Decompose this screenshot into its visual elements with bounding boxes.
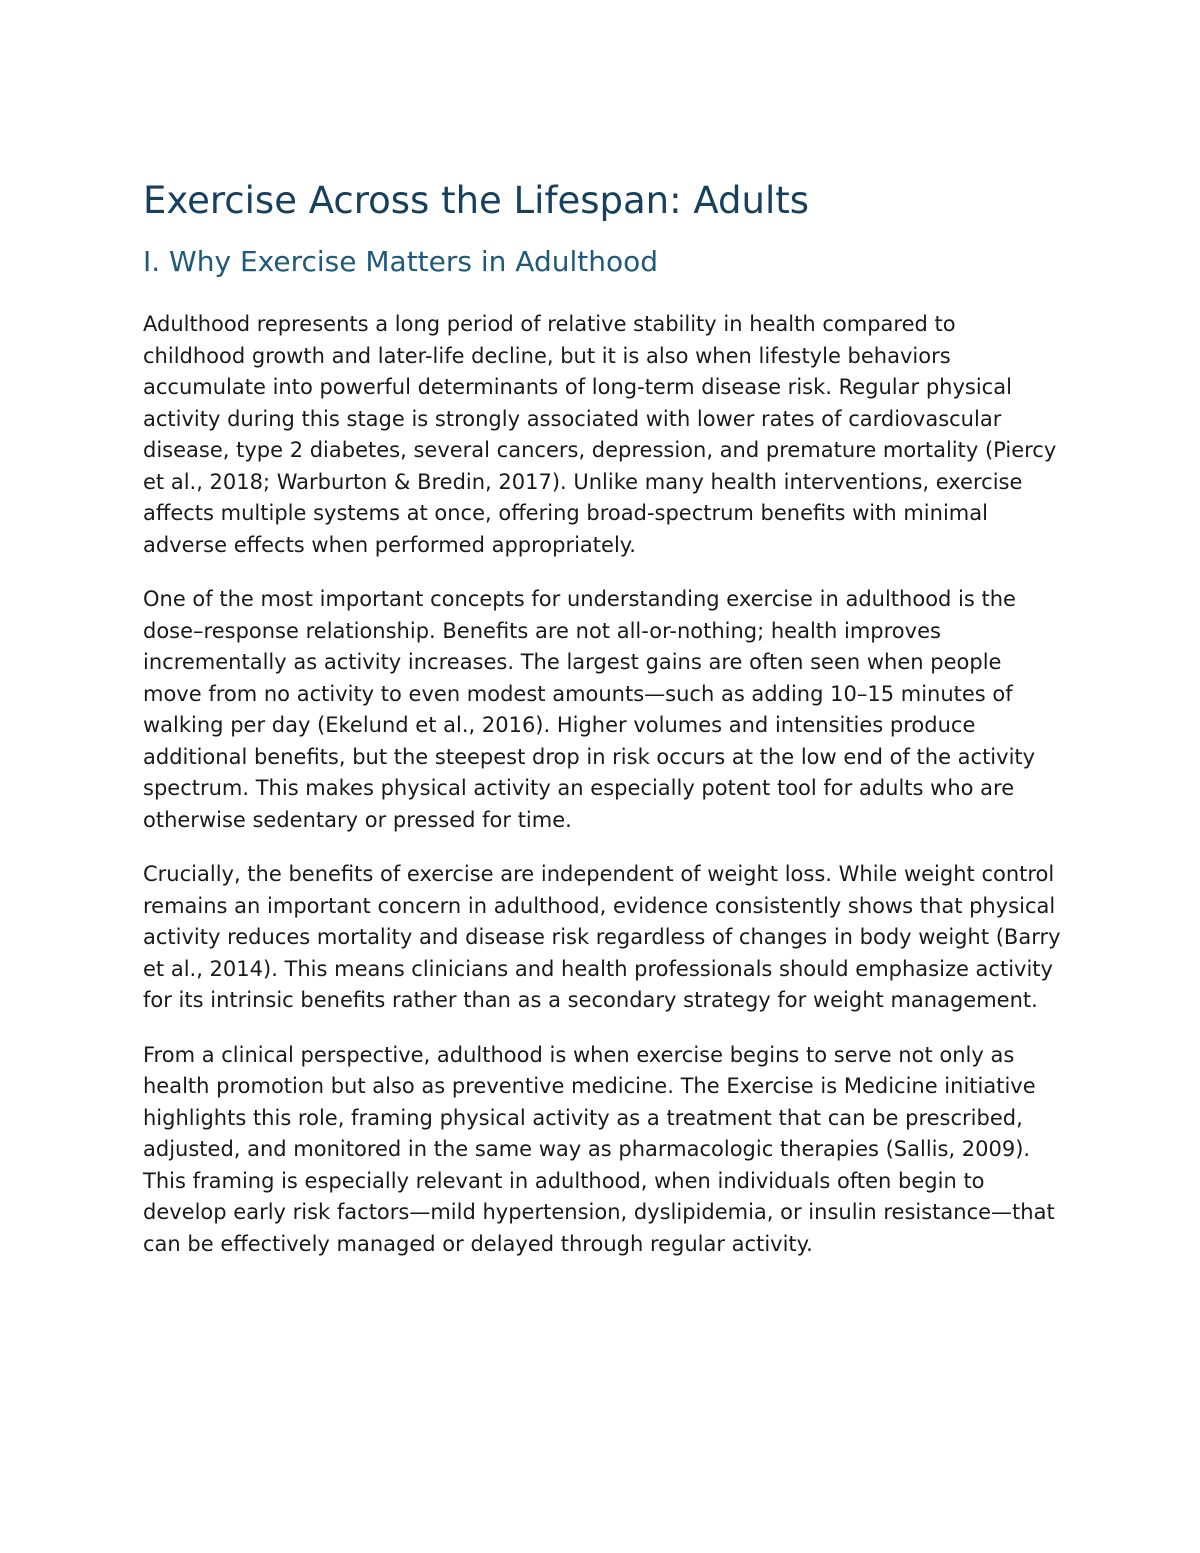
paragraph-3: Crucially, the benefits of exercise are independent of weight loss. While weight control remains an important concern in adulthood, evidence consistently shows that physical activity reduces mortality and disease risk regardless of changes in body weight (Barry et al., 2014). This means clinicians and health professionals should emphasize activity for its intrinsic benefits rather than as a secondary strategy for weight management.	[143, 862, 1061, 1012]
document-body	[143, 176, 1063, 1260]
paragraph-4: From a clinical perspective, adulthood is when exercise begins to serve not only as health promotion but also as preventive medicine. The Exercise is Medicine initiative highlights this role, framing physical activity as a treatment that can be prescribed, adjusted, and monitored in the same way as pharmacologic therapies (Sallis, 2009). This framing is especially relevant in adulthood, when individuals often begin to develop early risk factors—mild hypertension, dyslipidemia, or insulin resistance—that can be effectively managed or delayed through regular activity.	[143, 1042, 1055, 1256]
section-heading: I. Why Exercise Matters in Adulthood	[143, 245, 659, 278]
paragraph-1: Adulthood represents a long period of relative stability in health compared to childhood growth and later-life decline, but it is also when lifestyle behaviors accumulate into powerful determinants of long-term disease risk. Regular physical activity during this stage is strongly associated with lower rates of cardiovascular disease, type 2 diabetes, several cancers, depression, and premature mortality (Piercy et al., 2018; Warburton & Bredin, 2017). Unlike many health interventions, exercise affects multiple systems at once, offering broad-spectrum benefits with minimal adverse effects when performed appropriately.	[143, 312, 1057, 557]
paragraph-2: One of the most important concepts for understanding exercise in adulthood is the dose–response relationship. Benefits are not all-or-nothing; health improves incrementally as activity increases. The largest gains are often seen when people move from no activity to even modest amounts—such as adding 10–15 minutes of walking per day (Ekelund et al., 2016). Higher volumes and intensities produce additional benefits, but the steepest drop in risk occurs at the low end of the activity spectrum. This makes physical activity an especially potent tool for adults who are otherwise sedentary or pressed for time.	[143, 587, 1036, 832]
document-title: Exercise Across the Lifespan: Adults	[143, 179, 810, 222]
